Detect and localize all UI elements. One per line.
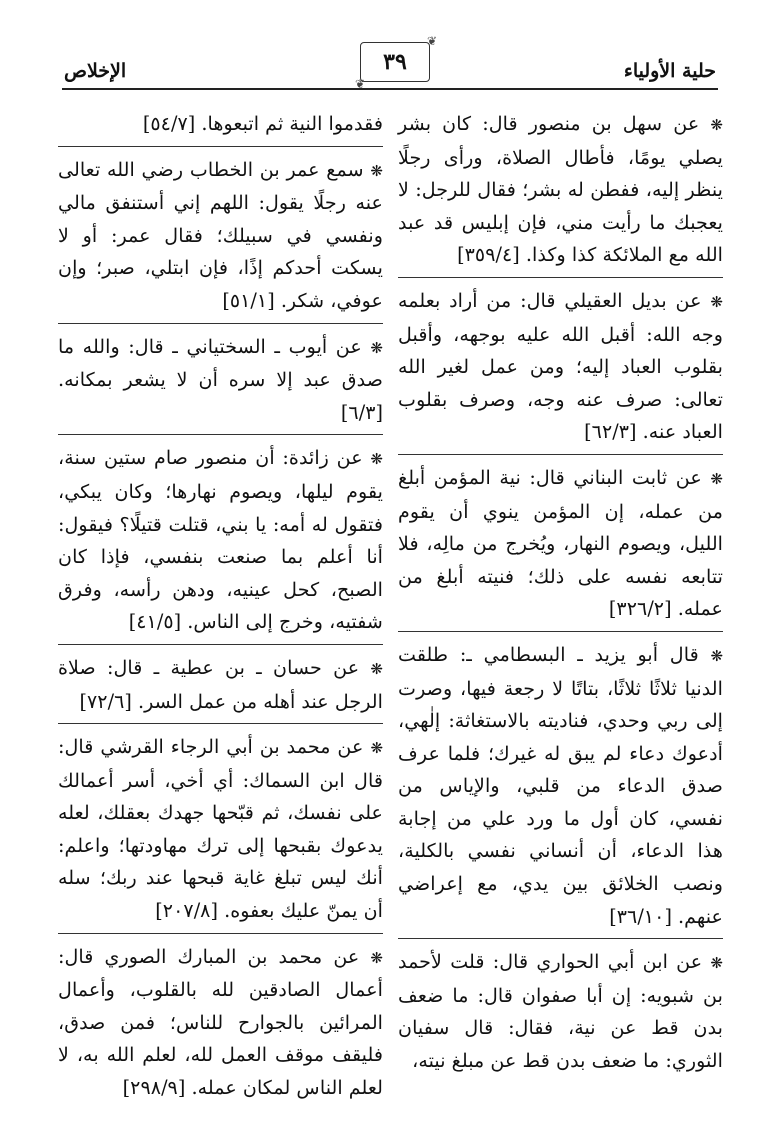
entry-text: عن محمد بن المبارك الصوري قال: أعمال الصادقين لله بالقلوب، وأعمال المرائين بالجوارح للناس؛ فمن صدق، فليقف موقف العمل لله، لعلم الله به، لا لعلم الناس لمكان عمله. [58, 944, 383, 1100]
hadith-entry [398, 946, 723, 1082]
hadith-entry [398, 462, 723, 632]
star-ornament-icon: ❋ [370, 739, 384, 758]
star-ornament-icon: ❋ [710, 116, 723, 134]
hadith-entry [58, 331, 383, 436]
star-ornament-icon: ❋ [370, 948, 383, 967]
entry-text: عن حسان ـ بن عطية ـ قال: صلاة الرجل عند أهله من عمل السر. [58, 655, 383, 713]
hadith-entry [58, 731, 383, 934]
source-reference: [٣٦/١٠] [609, 904, 672, 928]
page-number-frame [355, 34, 437, 91]
source-reference: [٣٢٦/٢] [608, 597, 672, 621]
source-reference: [٥١/١] [222, 288, 275, 312]
source-reference: [٥٤/٧] [142, 112, 196, 135]
entry-text: عن سهل بن منصور قال: كان بشر يصلي يومًا، فأطال الصلاة، ورأى رجلًا ينظر إليه، ففطن له بشر؛ فقال للرجل: لا يعجبك ما رأيت مني، فإن إبليس قد عبد الله مع الملائكة كذا وكذا. [398, 112, 723, 267]
star-ornament-icon: ❋ [370, 338, 383, 357]
hadith-entry [398, 108, 723, 278]
running-header [62, 34, 718, 91]
star-ornament-icon: ❋ [370, 450, 383, 469]
entry-text: فقدموا النية ثم اتبعوها. [201, 112, 383, 135]
star-ornament-icon: ❋ [710, 292, 723, 311]
source-reference: [٤١/٥] [128, 610, 182, 634]
star-ornament-icon: ❋ [370, 161, 383, 180]
left-column [58, 108, 383, 1117]
source-reference: [٢٩٨/٩] [122, 1076, 186, 1100]
source-reference: [٢٠٧/٨] [155, 899, 218, 923]
source-reference: [٧٢/٦] [79, 689, 132, 713]
book-title: حلية الأولياء [623, 60, 716, 82]
source-reference: [٦٢/٣] [584, 420, 637, 444]
source-reference: [٦/٣] [340, 400, 383, 424]
frame-ornament-icon: ❦ [426, 34, 437, 48]
entry-text: سمع عمر بن الخطاب رضي الله تعالى عنه رجلًا يقول: اللهم إني أستنفق مالي ونفسي في سبيلك؛ فقال عمر: أو لا يسكت أحدكم إذًا، فإن ابتلي، صبر؛ وإن عوفي، شكر. [58, 157, 383, 312]
hadith-entry [58, 154, 383, 324]
star-ornament-icon: ❋ [710, 954, 723, 973]
hadith-entry [398, 639, 723, 939]
entry-text: عن محمد بن أبي الرجاء القرشي قال: قال ابن السماك: أي أخي، أسر أعمالك على نفسك، ثم قبّحها جهدك بعقلك، لعله يدعوك بقبحها إلى ترك مهاودتها؛ واعلم: أنك ليس تبلغ غاية قبحها عند ربك؛ سله أن يمنّ عليك بعفوه. [58, 735, 383, 923]
hadith-entry [58, 652, 383, 724]
star-ornament-icon: ❋ [710, 469, 723, 488]
right-column [398, 108, 723, 1090]
frame-ornament-icon: ❦ [355, 77, 366, 91]
entry-text: عن ابن أبي الحواري قال: قلت لأحمد بن شبويه: إن أبا صفوان قال: ما ضعف بدن قط عن نية، فقال: قال سفيان الثوري: ما ضعف بدن قط عن مبلغ نيته، [398, 950, 723, 1073]
page-number: ٣٩ [383, 49, 407, 75]
hadith-entry [398, 285, 723, 455]
entry-text: عن أيوب ـ السختياني ـ قال: والله ما صدق عبد إلا سره أن لا يشعر بمكانه. [58, 334, 383, 392]
hadith-entry [58, 941, 383, 1110]
entry-text: عن ثابت البناني قال: نية المؤمن أبلغ من عمله، إن المؤمن ينوي أن يقوم الليل، ويصوم النهار، ويُخرج من مالِه، فلا تتابعه نفسه على ذلك؛ فنيته أبلغ من عمله. [398, 465, 723, 621]
source-reference: [٣٥٩/٤] [457, 243, 520, 267]
star-ornament-icon: ❋ [370, 659, 383, 678]
entry-text: عن زائدة: أن منصور صام ستين سنة، يقوم ليلها، ويصوم نهارها؛ وكان يبكي، فتقول له أمه: يا بني، قتلت قتيلًا؟ فيقول: أنا أعلم بما صنعت بنفسي، فإذا كان الصبح، كحل عينيه، ودهن رأسه، وفرق شفتيه، وخرج إلى الناس. [58, 446, 383, 634]
star-ornament-icon: ❋ [710, 646, 724, 665]
entry-text: قال أبو يزيد ـ البسطامي ـ: طلقت الدنيا ثلاثًا ثلاثًا، بتاتًا لا رجعة فيها، وصرت إلى ربي وحدي، فناديته بالاستغاثة: إلٰهي، أدعوك دعاء لم يبق له غيرك؛ فلما عرف صدق الدعاء من قلبي، والإياس من نفسي، كان أول ما ورد علي من إجابة هذا الدعاء، أن أنساني نفسي بالكلية، ونصب الخلائق بين يدي، مع إعراضي عنهم. [398, 642, 723, 928]
hadith-entry [58, 442, 383, 645]
chapter-title: الإخلاص [64, 60, 127, 82]
entry-text: عن بديل العقيلي قال: من أراد بعلمه وجه الله: أقبل الله عليه بوجهه، وأقبل بقلوب العباد إليه؛ ومن عمل لغير الله تعالى: صرف عنه وجه، وصرف بقلوب العباد عنه. [398, 288, 723, 444]
hadith-entry-continued [58, 108, 383, 147]
